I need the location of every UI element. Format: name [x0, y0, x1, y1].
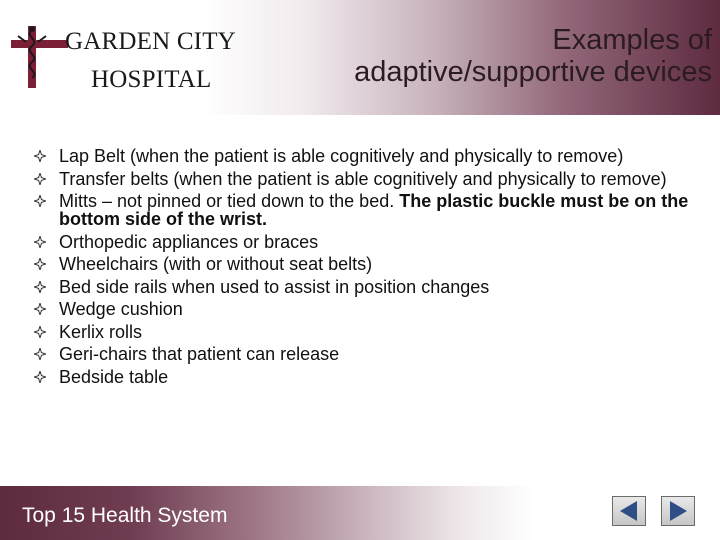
diamond-star-bullet-icon	[34, 303, 46, 315]
diamond-star-bullet-icon	[34, 326, 46, 338]
bullet-list	[36, 147, 696, 390]
diamond-star-bullet-icon	[34, 236, 46, 248]
bullet-item	[36, 368, 696, 386]
previous-slide-button[interactable]	[612, 496, 646, 526]
bullet-text: Bed side rails when used to assist in position changes	[59, 276, 490, 297]
diamond-star-bullet-icon	[34, 281, 46, 293]
bullet-item	[36, 323, 696, 341]
bullet-item	[36, 255, 696, 273]
diamond-star-bullet-icon	[34, 150, 46, 162]
next-slide-button[interactable]	[661, 496, 695, 526]
diamond-star-bullet-icon	[34, 258, 46, 270]
bullet-text: Lap Belt (when the patient is able cognitively and physically to remove)	[59, 146, 624, 166]
bullet-item	[36, 300, 696, 318]
diamond-star-bullet-icon	[34, 348, 46, 360]
triangle-right-icon	[662, 497, 694, 525]
bullet-text: Transfer belts (when the patient is able cognitively and physically to remove)	[59, 168, 667, 189]
caduceus-cross-icon	[8, 24, 68, 96]
slide-title	[354, 24, 712, 88]
triangle-left-icon	[613, 497, 645, 525]
slide-title-line-1: Examples of	[552, 24, 712, 56]
bullet-item	[36, 278, 696, 296]
bullet-text: Wedge cushion	[59, 299, 183, 319]
bullet-item	[36, 345, 696, 363]
bullet-item	[36, 170, 696, 188]
bullet-text: Wheelchairs (with or without seat belts)	[59, 254, 373, 274]
bullet-text: Orthopedic appliances or braces	[59, 231, 319, 252]
bullet-text: Geri-chairs that patient can release	[59, 344, 340, 364]
diamond-star-bullet-icon	[34, 173, 46, 185]
slide-title-line-2: adaptive/supportive devices	[354, 56, 712, 88]
footer-tagline: Top 15 Health System	[22, 504, 228, 527]
hospital-logo	[8, 24, 258, 96]
logo-line-2: HOSPITAL	[91, 66, 212, 93]
bullet-text: Bedside table	[59, 366, 169, 387]
bullet-text: Kerlix rolls	[59, 321, 143, 342]
bullet-item	[36, 192, 696, 228]
logo-line-1: GARDEN CITY	[65, 28, 236, 55]
bullet-item	[36, 147, 696, 165]
bullet-text-bold: The plastic buckle must be on the bottom side of the wrist.	[59, 191, 689, 229]
bullet-text: Mitts – not pinned or tied down to the bed.	[59, 191, 400, 211]
diamond-star-bullet-icon	[34, 195, 46, 207]
bullet-item	[36, 233, 696, 251]
diamond-star-bullet-icon	[34, 371, 46, 383]
